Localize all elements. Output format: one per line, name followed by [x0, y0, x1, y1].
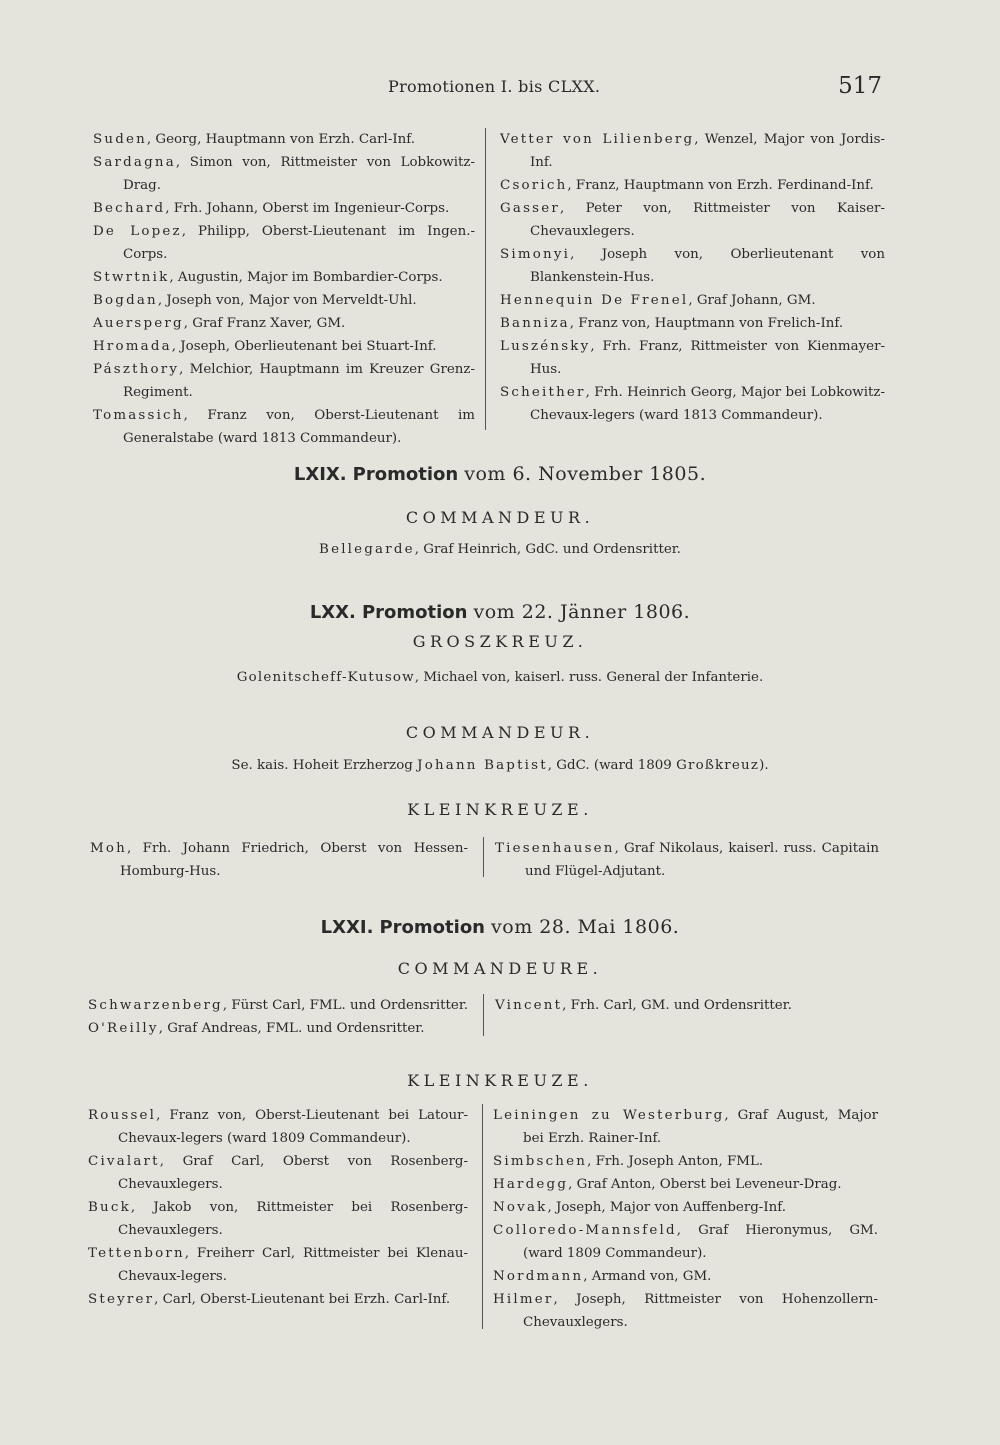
column-divider — [483, 994, 484, 1036]
top-entries — [0, 128, 1000, 446]
entry: Schwarzenberg, Fürst Carl, FML. und Ordensritter. — [88, 998, 469, 1013]
entry: Leiningen zu Westerburg, Graf August, Major bei Erzh. Rainer-Inf. — [493, 1108, 879, 1146]
lxx-kleinkreuze-entries — [0, 837, 1000, 887]
entry: Hardegg, Graf Anton, Oberst bei Leveneur-Drag. — [493, 1177, 842, 1192]
promotion-heading-lxix: LXIX. Promotion vom 6. November 1805. — [293, 463, 707, 485]
section-heading-commandeure: COMMANDEURE. — [397, 959, 603, 978]
entry: Vincent, Frh. Carl, GM. und Ordensritter. — [495, 998, 792, 1013]
groszkreuz-entry: Golenitscheff-Kutusow, Michael von, kaiserl. russ. General der Infanterie. — [236, 670, 764, 685]
entry: Simbschen, Frh. Joseph Anton, FML. — [493, 1154, 764, 1169]
column-divider — [483, 837, 484, 877]
entry: Moh, Frh. Johann Friedrich, Oberst von Hessen-Homburg-Hus. — [90, 841, 468, 879]
entry: Tiesenhausen, Graf Nikolaus, kaiserl. russ. Capitain und Flügel-Adjutant. — [495, 841, 879, 879]
entry: Scheither, Frh. Heinrich Georg, Major bei Lobkowitz-Chevaux-legers (ward 1813 Commandeur). — [500, 385, 885, 423]
entry: Roussel, Franz von, Oberst-Lieutenant bei Latour-Chevaux-legers (ward 1809 Commandeur). — [88, 1108, 468, 1146]
entry: Sardagna, Simon von, Rittmeister von Lobkowitz-Drag. — [93, 155, 475, 193]
entry: Gasser, Peter von, Rittmeister von Kaiser-Chevauxlegers. — [500, 201, 885, 239]
entry: Banniza, Franz von, Hauptmann von Frelich-Inf. — [500, 316, 844, 331]
top-right-column — [500, 128, 885, 427]
entry: Civalart, Graf Carl, Oberst von Rosenberg-Chevauxlegers. — [88, 1154, 468, 1192]
entry: Vetter von Lilienberg, Wenzel, Major von Jordis-Inf. — [500, 132, 885, 170]
lxxi-commandeure-entries — [0, 994, 1000, 1044]
entry: Bogdan, Joseph von, Major von Merveldt-Uhl. — [93, 293, 417, 308]
entry: Luszénsky, Frh. Franz, Rittmeister von Kienmayer-Hus. — [500, 339, 885, 377]
running-head — [0, 73, 1000, 103]
promotion-heading-lxx: LXX. Promotion vom 22. Jänner 1806. — [309, 601, 691, 623]
entry: Nordmann, Armand von, GM. — [493, 1269, 712, 1284]
promotion-heading-lxxi: LXXI. Promotion vom 28. Mai 1806. — [320, 916, 680, 938]
commandeur-entry-lxx: Se. kais. Hoheit Erzherzog Johann Baptist, GdC. (ward 1809 Großkreuz). — [231, 758, 769, 773]
section-heading-commandeur: COMMANDEUR. — [405, 508, 595, 527]
column-divider — [482, 1104, 483, 1329]
entry: O'Reilly, Graf Andreas, FML. und Ordensritter. — [88, 1021, 425, 1036]
entry: Hennequin De Frenel, Graf Johann, GM. — [500, 293, 816, 308]
entry: Tomassich, Franz von, Oberst-Lieutenant im Generalstabe (ward 1813 Commandeur). — [93, 408, 475, 446]
running-title: Promotionen I. bis CLXX. — [388, 77, 601, 96]
section-heading-commandeur-lxx: COMMANDEUR. — [405, 723, 595, 742]
entry: Hilmer, Joseph, Rittmeister von Hohenzollern-Chevauxlegers. — [493, 1292, 878, 1330]
entry: Csorich, Franz, Hauptmann von Erzh. Ferdinand-Inf. — [500, 178, 874, 193]
section-heading-kleinkreuze-lxxi: KLEINKREUZE. — [407, 1071, 593, 1090]
entry: Novak, Joseph, Major von Auffenberg-Inf. — [493, 1200, 786, 1215]
entry: Bechard, Frh. Johann, Oberst im Ingenieur-Corps. — [93, 201, 450, 216]
column-divider — [485, 128, 486, 430]
entry: Stwrtnik, Augustin, Major im Bombardier-Corps. — [93, 270, 443, 285]
top-left-column — [93, 128, 475, 450]
entry: Hromada, Joseph, Oberlieutenant bei Stuart-Inf. — [93, 339, 437, 354]
entry: Tettenborn, Freiherr Carl, Rittmeister bei Klenau-Chevaux-legers. — [88, 1246, 468, 1284]
entry: Pászthory, Melchior, Hauptmann im Kreuzer Grenz-Regiment. — [93, 362, 475, 400]
page-number: 517 — [838, 73, 882, 99]
lxxi-kleinkreuze-entries — [0, 1104, 1000, 1344]
entry: Steyrer, Carl, Oberst-Lieutenant bei Erzh. Carl-Inf. — [88, 1292, 451, 1307]
lxx-right-column — [495, 837, 879, 883]
lxx-left-column — [90, 837, 468, 883]
entry: De Lopez, Philipp, Oberst-Lieutenant im Ingen.-Corps. — [93, 224, 475, 262]
kleinkreuze-left-column — [88, 1104, 468, 1311]
entry: Suden, Georg, Hauptmann von Erzh. Carl-Inf. — [93, 132, 415, 147]
commandeure-right-column — [495, 994, 880, 1017]
entry: Simonyi, Joseph von, Oberlieutenant von Blankenstein-Hus. — [500, 247, 885, 285]
kleinkreuze-right-column — [493, 1104, 878, 1334]
section-heading-groszkreuz: GROSZKREUZ. — [412, 632, 588, 651]
entry: Buck, Jakob von, Rittmeister bei Rosenberg-Chevauxlegers. — [88, 1200, 468, 1238]
entry: Colloredo-Mannsfeld, Graf Hieronymus, GM. (ward 1809 Commandeur). — [493, 1223, 878, 1261]
entry: Auersperg, Graf Franz Xaver, GM. — [93, 316, 346, 331]
section-heading-kleinkreuze-lxx: KLEINKREUZE. — [407, 800, 593, 819]
commandeur-entry: Bellegarde, Graf Heinrich, GdC. und Ordensritter. — [319, 542, 681, 557]
commandeure-left-column — [88, 994, 473, 1040]
